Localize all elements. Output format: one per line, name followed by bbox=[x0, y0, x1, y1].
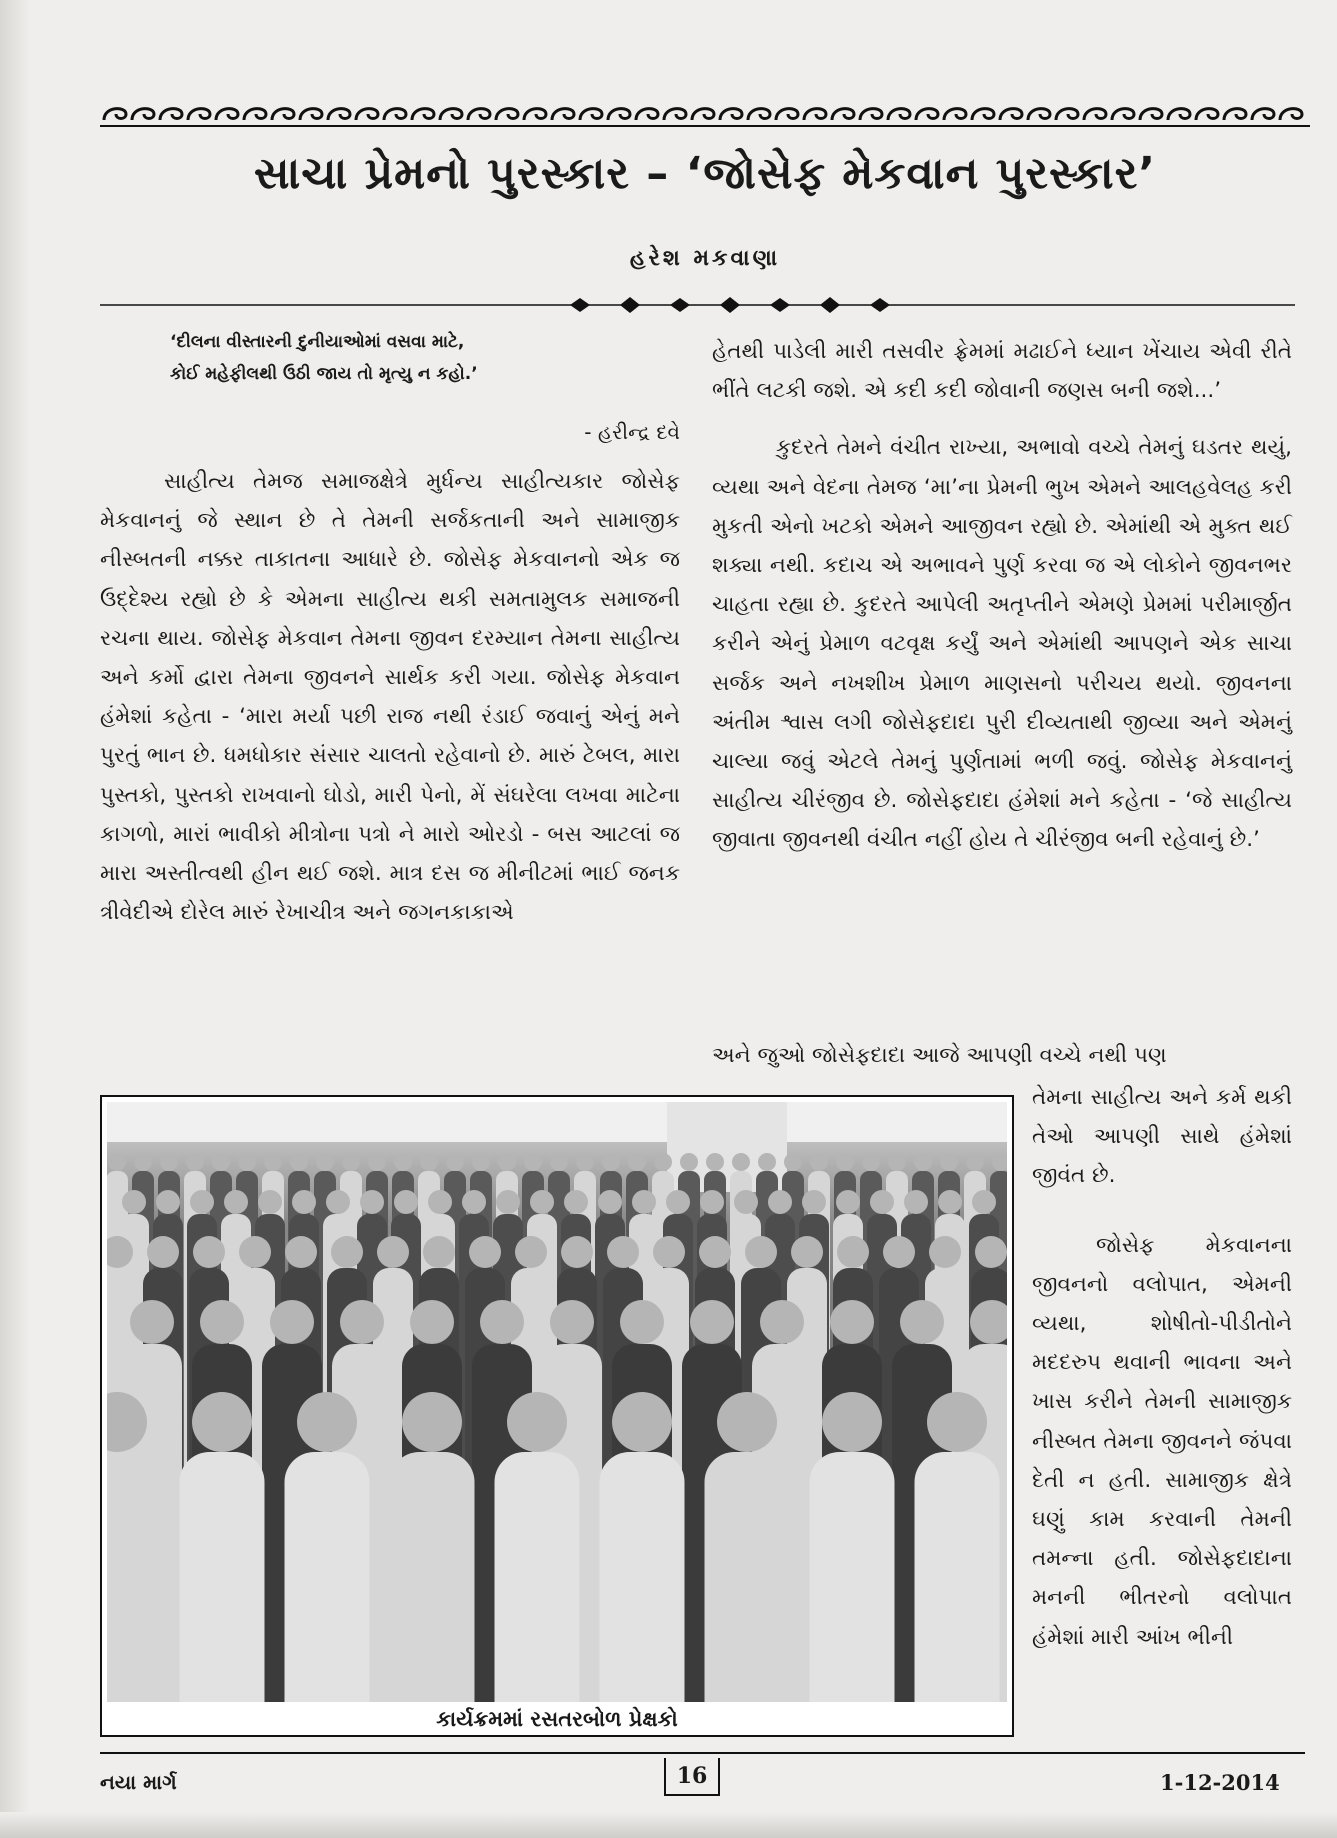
footer-rule bbox=[100, 1752, 1305, 1754]
right-paragraph-1: હેતથી પાડેલી મારી તસવીર ફ્રેમમાં મઢાઈને ધ્યાન ખેંચાય એવી રીતે ભીંતે લટકી જશે. એ કદી કદી જોવાની જણસ બની જશે...’ bbox=[712, 339, 1292, 404]
page-gutter-shadow bbox=[0, 0, 30, 1838]
article-author: હરેશ મકવાણા bbox=[629, 246, 781, 271]
audience-photo-frame bbox=[100, 1095, 1014, 1737]
decorative-scroll-border bbox=[100, 100, 1310, 130]
article-title: સાચા પ્રેમનો પુરસ્કાર – ‘જોસેફ મેકવાન પુરસ્કાર’ bbox=[253, 148, 1157, 199]
right-column-text bbox=[712, 332, 1292, 860]
magazine-name: નયા માર્ગ bbox=[100, 1770, 177, 1794]
page-bottom-shadow bbox=[0, 1812, 1337, 1838]
ornamental-divider bbox=[100, 292, 1295, 318]
right-narrow-paragraph-2: જોસેફ મેકવાનના જીવનનો વલોપાત, એમની વ્યથા, શોષીતો-પીડીતોને મદદરુપ થવાની ભાવના અને ખાસ કરીને તેમની સામાજીક નીસ્બત તેમના જીવનને જંપવા દેતી ન હતી. સામાજીક ક્ષેત્રે ઘણું કામ કરવાની તેમની તમન્ના હતી. જોસેફદાદાના મનની ભીતરનો વલોપાત હંમેશાં મારી આંખ ભીની bbox=[1032, 1232, 1292, 1650]
photo-caption: કાર્યક્રમમાં રસતરબોળ પ્રેક્ષકો bbox=[436, 1707, 678, 1731]
issue-date: 1-12-2014 bbox=[1160, 1770, 1280, 1795]
right-narrow-column-text bbox=[1032, 1078, 1292, 1657]
epigraph-line-2: કોઈ મહેફીલથી ઉઠી જાય તો મૃત્યુ ન કહો.’ bbox=[170, 364, 478, 384]
right-paragraph-2: કુદરતે તેમને વંચીત રાખ્યા, અભાવો વચ્ચે તેમનું ઘડતર થયું, વ્યથા અને વેદના તેમજ ‘મા’ના પ્રેમની ભુખ એમને આલહવેલહ કરી મુકતી એનો ખટકો એમને આજીવન રહ્યો છે. એમાંથી એ મુક્ત થઈ શક્યા નથી. કદાચ એ અભાવને પુર્ણ કરવા જ એ લોકોને જીવનભર ચાહતા રહ્યા છે. કુદરતે આપેલી અતૃપ્તીને એમણે પ્રેમમાં પરીમાર્જીત કરીને એનું પ્રેમાળ વટવૃક્ષ કર્યું અને એમાંથી આપણને એક સાચા સર્જક અને નખશીખ પ્રેમાળ માણસનો પરીચય થયો. જીવનના અંતીમ શ્વાસ લગી જોસેફદાદા પુરી દીવ્યતાથી જીવ્યા અને એમનું ચાલ્યા જવું એટલે તેમનું પુર્ણતામાં ભળી જવું. જોસેફ મેકવાનનું સાહીત્ય ચીરંજીવ છે. જોસેફદાદા હંમેશાં મને કહેતા - ‘જે સાહીત્ય જીવાતા જીવનથી વંચીત નહીં હોય તે ચીરંજીવ બની રહેવાનું છે.’ bbox=[712, 435, 1292, 853]
page-number: 16 bbox=[664, 1758, 720, 1796]
right-narrow-paragraph-1: તેમના સાહીત્ય અને કર્મ થકી તેઓ આપણી સાથે હંમેશાં જીવંત છે. bbox=[1032, 1085, 1292, 1189]
audience-photo bbox=[107, 1102, 1007, 1702]
epigraph-line-1: ‘દીલના વીસ્તારની દુનીયાઓમાં વસવા માટે, bbox=[170, 332, 465, 352]
left-column-text bbox=[100, 462, 680, 932]
epigraph-quote bbox=[170, 326, 620, 390]
right-column-transition-line: અને જુઓ જોસેફદાદા આજે આપણી વચ્ચે નથી પણ bbox=[712, 1043, 1167, 1068]
left-paragraph: સાહીત્ય તેમજ સમાજક્ષેત્રે મુર્ધન્ય સાહીત્યકાર જોસેફ મેકવાનનું જે સ્થાન છે તે તેમની સર્જકતાની અને સામાજીક નીસ્બતની નક્કર તાકાતના આધારે છે. જોસેફ મેકવાનનો એક જ ઉદ્દેશ્ય રહ્યો છે કે એમના સાહીત્ય થકી સમતામુલક સમાજની રચના થાય. જોસેફ મેકવાન તેમના જીવન દરમ્યાન તેમના સાહીત્ય અને કર્મો દ્વારા તેમના જીવનને સાર્થક કરી ગયા. જોસેફ મેકવાન હંમેશાં કહેતા - ‘મારા મર્યા પછી રાજ નથી રંડાઈ જવાનું એનું મને પુરતું ભાન છે. ધમધોકાર સંસાર ચાલતો રહેવાનો છે. મારું ટેબલ, મારા પુસ્તકો, પુસ્તકો રાખવાનો ઘોડો, મારી પેનો, મેં સંઘરેલા લખવા માટેના કાગળો, મારાં ભાવીકો મીત્રોના પત્રો ને મારો ઓરડો - બસ આટલાં જ મારા અસ્તીત્વથી હીન થઈ જશે. માત્ર દસ જ મીનીટમાં ભાઈ જનક ત્રીવેદીએ દોરેલ મારું રેખાચીત્ર અને જગનકાકાએ bbox=[100, 469, 680, 926]
epigraph-attribution: - હરીન્દ્ર દવે bbox=[584, 420, 680, 444]
